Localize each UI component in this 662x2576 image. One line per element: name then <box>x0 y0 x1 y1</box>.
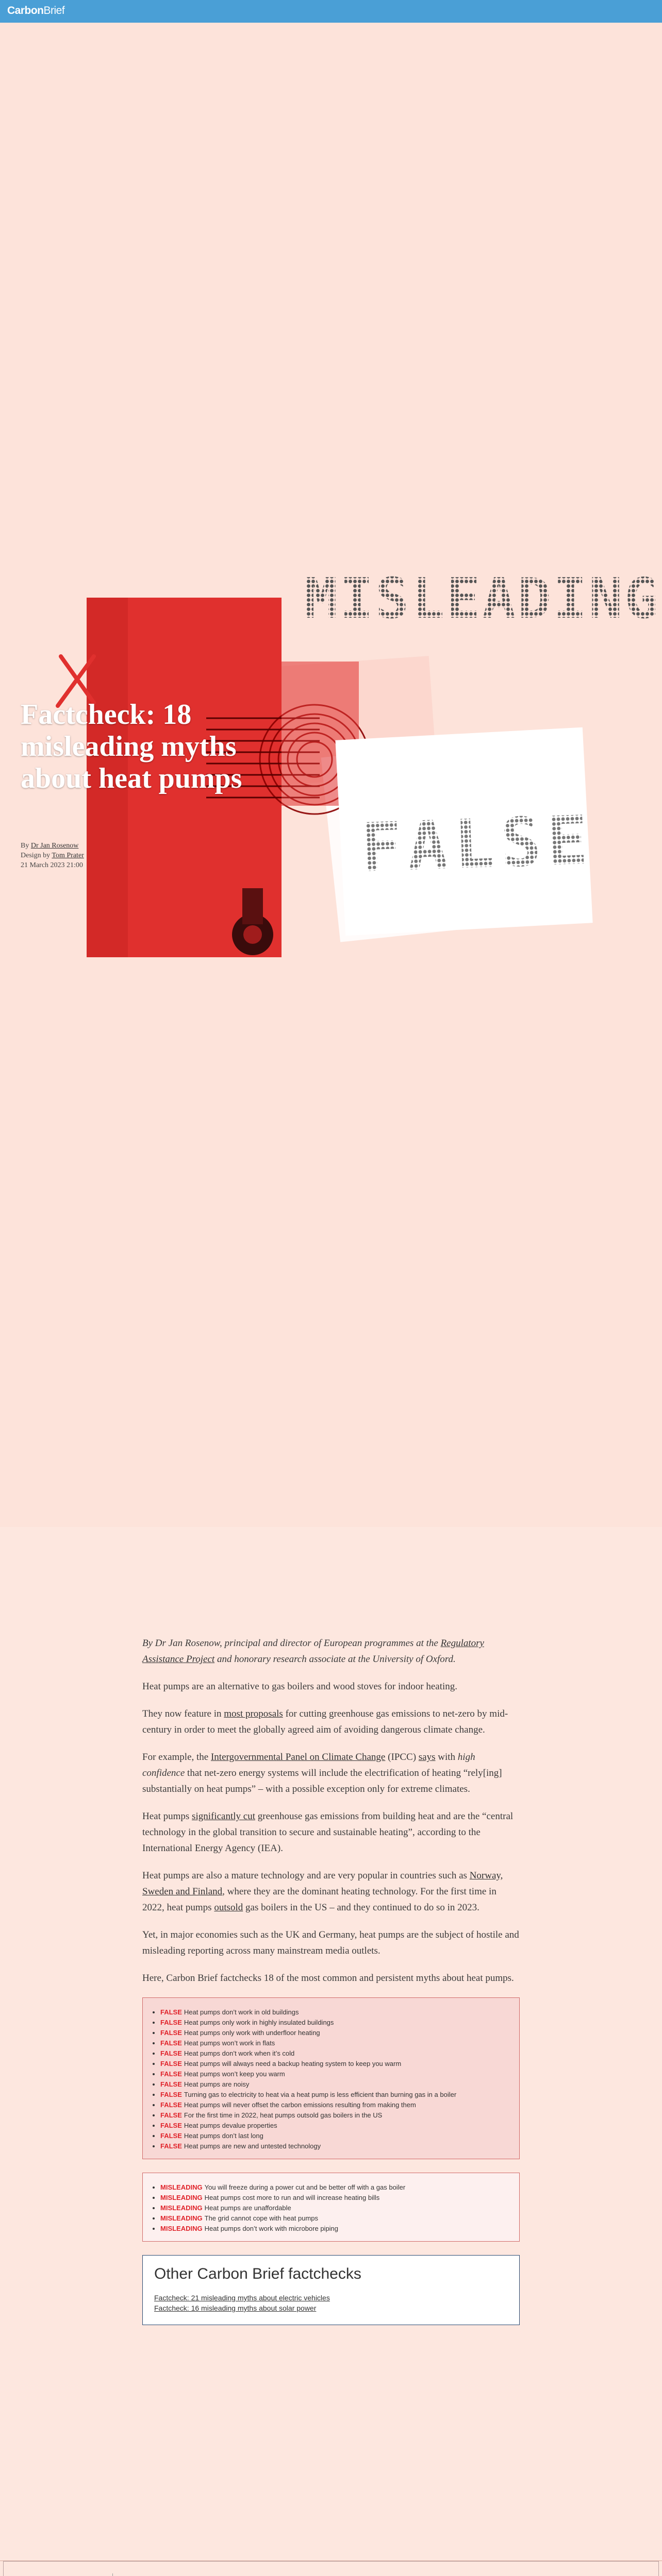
text: gas boilers in the US – and they continued to do so in 2023. <box>243 1902 479 1913</box>
verdict-tag: FALSE <box>160 2111 182 2119</box>
logo-bold: Carbon <box>7 5 44 16</box>
author-intro <box>142 1635 520 1667</box>
verdict-tag: MISLEADING <box>160 2204 203 2212</box>
designer-link[interactable]: Tom Prater <box>52 852 84 859</box>
list-item <box>160 2038 510 2048</box>
list-item <box>160 2007 510 2018</box>
byline <box>21 841 84 870</box>
intro-text-end: and honorary research associate at the University of Oxford. <box>214 1654 456 1665</box>
verdict-tag: FALSE <box>160 2070 182 2078</box>
misleading-myths-list <box>152 2182 510 2234</box>
false-myths-box <box>142 1997 520 2159</box>
paragraph <box>142 1868 520 1916</box>
ipcc-link[interactable]: Intergovernmental Panel on Climate Change <box>210 1752 386 1762</box>
logo-light: Brief <box>43 5 65 16</box>
most-proposals-link[interactable]: most proposals <box>224 1708 283 1719</box>
text: (IPCC) <box>385 1752 419 1762</box>
verdict-tag: FALSE <box>160 2039 182 2047</box>
myth-text: For the first time in 2022, heat pumps outsold gas boilers in the US <box>184 2111 383 2119</box>
text: for cutting greenhouse gas emissions to net-zero by mid-century in order to meet the globally agreed aim of avoiding dangerous climate change. <box>142 1708 508 1735</box>
verdict-tag: FALSE <box>160 2060 182 2067</box>
verdict-tag: FALSE <box>160 2091 182 2098</box>
myth-text: Heat pumps won’t keep you warm <box>184 2070 285 2078</box>
verdict-tag: FALSE <box>160 2049 182 2057</box>
verdict-tag: FALSE <box>160 2080 182 2088</box>
verdict-tag: FALSE <box>160 2019 182 2026</box>
paragraph <box>142 1706 520 1738</box>
text: They now feature in <box>142 1708 224 1719</box>
myth-text: Turning gas to electricity to heat via a heat pump is less efficient than burning gas in a boiler <box>184 2091 457 2098</box>
word-misleading: MISLEADING <box>304 567 660 631</box>
significantly-cut-link[interactable]: significantly cut <box>192 1811 255 1822</box>
other-factchecks-box <box>142 2255 520 2325</box>
top-bar <box>0 0 662 23</box>
outsold-link[interactable]: outsold <box>214 1902 243 1913</box>
other-factchecks-title: Other Carbon Brief factchecks <box>154 2265 361 2282</box>
says-link[interactable]: says <box>418 1752 436 1762</box>
verdict-tag: FALSE <box>160 2132 182 2140</box>
text: that net-zero energy systems will include the electrification of heating “rely[ing] substantially on heat pumps” – with a possible exception only for extreme climates. <box>142 1768 502 1794</box>
verdict-tag: MISLEADING <box>160 2183 203 2191</box>
myth-text: Heat pumps don’t work in old buildings <box>184 2008 299 2016</box>
text: greenhouse gas emissions from building heat and are the “central technology in the global transition to secure and sustainable heating”, according to the International Energy Agency (IEA). <box>142 1811 514 1854</box>
myth-text: Heat pumps don’t last long <box>184 2132 263 2140</box>
verdict-tag: MISLEADING <box>160 2214 203 2222</box>
site-logo[interactable] <box>7 5 64 17</box>
hero <box>0 23 662 1527</box>
myth-text: Heat pumps will never offset the carbon emissions resulting from making them <box>184 2101 416 2109</box>
myth-text: Heat pumps don’t work when it’s cold <box>184 2049 295 2057</box>
myth-section-1 <box>0 2561 662 2576</box>
verdict-tag: MISLEADING <box>160 2225 203 2232</box>
verdict-tag: FALSE <box>160 2142 182 2150</box>
nordics-link[interactable]: Norway, Sweden and Finland <box>142 1870 503 1897</box>
article-body <box>142 1635 520 2325</box>
text: Heat pumps <box>142 1811 192 1822</box>
paragraph <box>142 1749 520 1797</box>
myth-text: Heat pumps are new and untested technology <box>184 2142 321 2150</box>
list-item <box>160 2028 510 2038</box>
list-item <box>160 2182 510 2193</box>
section-frame <box>3 2561 659 2576</box>
myth-text: You will freeze during a power cut and be better off with a gas boiler <box>204 2183 406 2191</box>
list-item <box>160 2110 510 2121</box>
word-false: FALSE <box>359 801 595 887</box>
myth-text: Heat pumps are noisy <box>184 2080 250 2088</box>
text: For example, the <box>142 1752 211 1762</box>
list-item <box>160 2018 510 2028</box>
emphasis: high confidence <box>142 1752 475 1778</box>
myth-text: Heat pumps don’t work with microbore piping <box>204 2225 339 2232</box>
list-item <box>160 2224 510 2234</box>
list-item <box>160 2213 510 2224</box>
myth-text: Heat pumps cost more to run and will increase heating bills <box>204 2194 380 2201</box>
paragraph <box>142 1808 520 1856</box>
section-divider <box>112 2573 113 2576</box>
myth-text: Heat pumps devalue properties <box>184 2122 277 2129</box>
verdict-tag: FALSE <box>160 2029 182 2037</box>
paragraph: Here, Carbon Brief factchecks 18 of the most common and persistent myths about heat pumps. <box>142 1973 514 1984</box>
list-item <box>160 2069 510 2079</box>
design-prefix: Design by <box>21 852 51 859</box>
publish-date: 21 March 2023 21:00 <box>21 861 83 869</box>
list-item <box>160 2059 510 2069</box>
text: , where they are the dominant heating technology. For the first time in 2022, heat pumps <box>142 1886 496 1913</box>
list-item <box>160 2193 510 2203</box>
rap-link[interactable]: Regulatory Assistance Project <box>142 1638 484 1665</box>
by-prefix: By <box>21 842 29 850</box>
myth-text: Heat pumps only work in highly insulated buildings <box>184 2019 334 2026</box>
list-item <box>160 2121 510 2131</box>
list-item <box>160 2090 510 2100</box>
list-item <box>160 2048 510 2059</box>
verdict-tag: MISLEADING <box>160 2194 203 2201</box>
factcheck-link-solar[interactable]: Factcheck: 16 misleading myths about solar power <box>154 2304 317 2312</box>
myth-text: Heat pumps only work with underfloor heating <box>184 2029 320 2037</box>
false-myths-list <box>152 2007 510 2151</box>
misleading-myths-box <box>142 2173 520 2242</box>
paragraph: Heat pumps are an alternative to gas boilers and wood stoves for indoor heating. <box>142 1681 457 1692</box>
verdict-tag: FALSE <box>160 2008 182 2016</box>
paragraph: Yet, in major economies such as the UK and Germany, heat pumps are the subject of hostile and misleading reporting across many mainstream media outlets. <box>142 1929 519 1956</box>
text: Heat pumps are also a mature technology and are very popular in countries such as <box>142 1870 470 1881</box>
myth-text: Heat pumps are unaffordable <box>204 2204 291 2212</box>
list-item <box>160 2100 510 2110</box>
verdict-tag: FALSE <box>160 2122 182 2129</box>
factcheck-link-ev[interactable]: Factcheck: 21 misleading myths about electric vehicles <box>154 2294 330 2302</box>
list-item <box>160 2079 510 2090</box>
myth-text: The grid cannot cope with heat pumps <box>204 2214 319 2222</box>
list-item <box>160 2203 510 2213</box>
list-item <box>160 2131 510 2141</box>
intro-text: By Dr Jan Rosenow, principal and director of European programmes at the <box>142 1638 441 1649</box>
myth-text: Heat pumps won’t work in flats <box>184 2039 275 2047</box>
author-link[interactable]: Dr Jan Rosenow <box>30 842 79 850</box>
list-item <box>160 2141 510 2151</box>
page-title: Factcheck: 18 misleading myths about heat pumps <box>21 699 242 794</box>
verdict-tag: FALSE <box>160 2101 182 2109</box>
text: with <box>435 1752 458 1762</box>
myth-text: Heat pumps will always need a backup heating system to keep you warm <box>184 2060 402 2067</box>
